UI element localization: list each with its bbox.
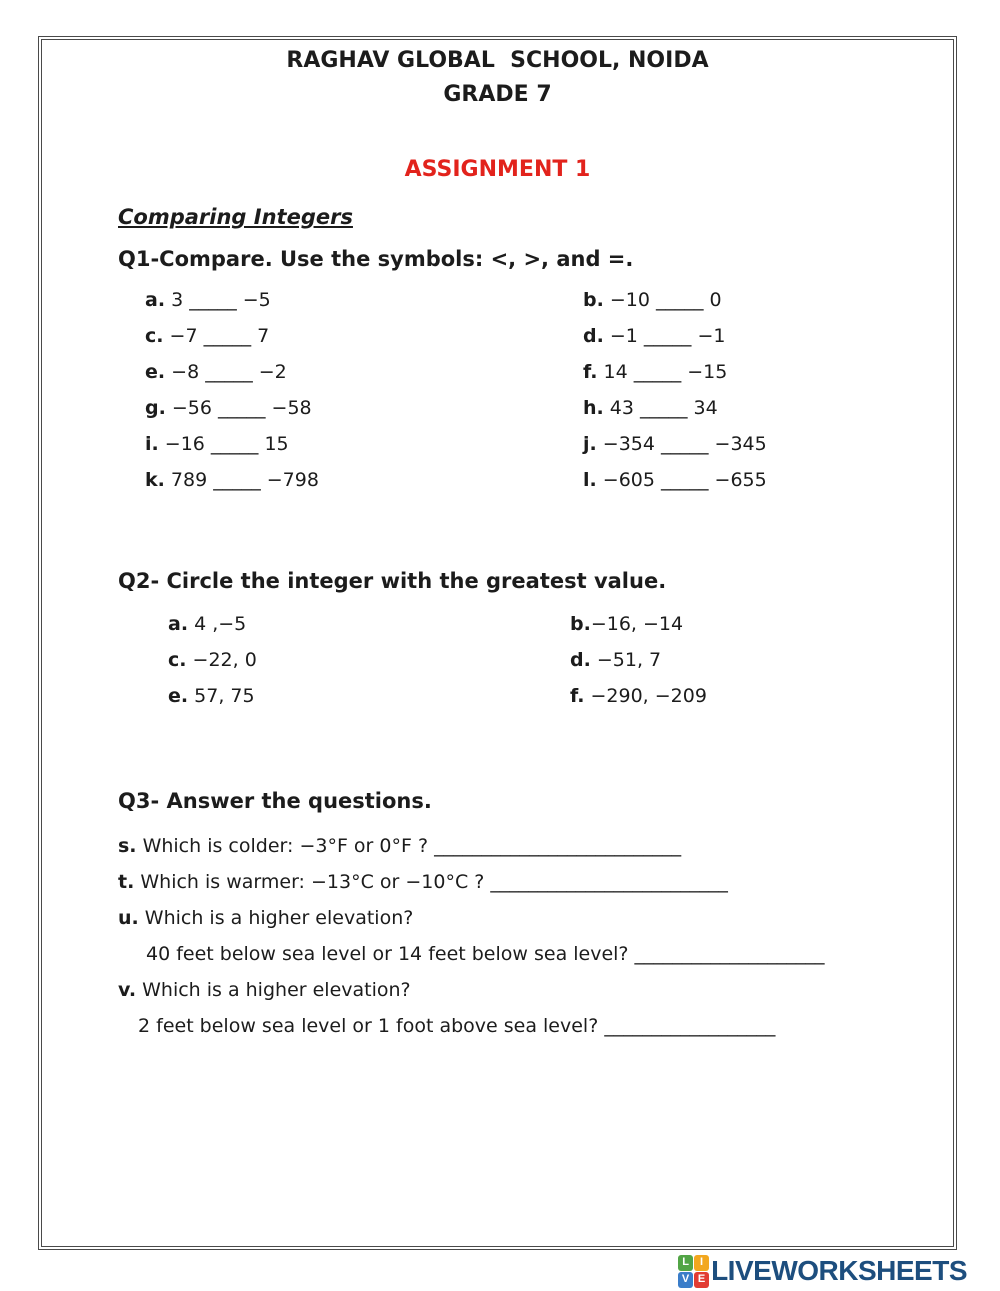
school-name: RAGHAV GLOBAL SCHOOL, NOIDA [286,48,709,73]
q2-item-f [570,678,933,714]
item-text: −605 _____ −655 [602,469,767,491]
q1-item-b [583,282,933,318]
item-label: v. [118,979,137,1001]
q2-items [118,606,933,714]
grade-line: GRADE 7 [443,82,552,107]
logo-tile-l: L [678,1255,693,1271]
item-text: −1 _____ −1 [609,325,726,347]
item-text: −10 _____ 0 [609,289,722,311]
q3-item-s [118,828,933,864]
item-label: a. [145,289,166,311]
item-text: Which is colder: −3°F or 0°F ? __________________________ [142,835,682,857]
q2-item-e [118,678,570,714]
item-label: l. [583,469,597,491]
logo-tile-v: V [678,1272,693,1288]
item-label: d. [570,649,591,671]
item-text: −51, 7 [596,649,662,671]
liveworksheets-logo-icon [678,1255,709,1288]
item-label: c. [145,325,164,347]
liveworksheets-logo [678,1254,967,1288]
item-text: −8 _____ −2 [171,361,287,383]
item-label: k. [145,469,165,491]
item-text: −16 _____ 15 [164,433,289,455]
item-label: b. [570,613,591,635]
q3-item-v-line2: 2 feet below sea level or 1 foot above sea level? __________________ [138,1015,776,1037]
q3-item-v [118,972,933,1008]
item-text: −22, 0 [192,649,257,671]
item-text: −16, −14 [590,613,684,635]
item-text: Which is a higher elevation? [142,979,411,1001]
item-text: 57, 75 [194,685,255,707]
q1-item-l [583,462,933,498]
q3-item-u [118,900,933,936]
q1-item-f [583,354,933,390]
q1-item-e [118,354,583,390]
item-label: b. [583,289,604,311]
q2-item-b [570,606,933,642]
item-text: Which is warmer: −13°C or −10°C ? _________________________ [140,871,728,893]
item-label: c. [168,649,187,671]
q3-item-u-line2: 40 feet below sea level or 14 feet below sea level? ____________________ [146,943,825,965]
item-label: d. [583,325,604,347]
logo-tile-i: I [694,1255,709,1271]
logo-tile-e: E [694,1272,709,1288]
topic-title: Comparing Integers [118,205,353,229]
item-label: g. [145,397,166,419]
q2-item-d [570,642,933,678]
item-text: 43 _____ 34 [609,397,718,419]
q1-item-h [583,390,933,426]
q1-item-i [118,426,583,462]
item-text: −354 _____ −345 [602,433,767,455]
item-label: f. [583,361,598,383]
item-text: 3 _____ −5 [171,289,271,311]
item-label: h. [583,397,604,419]
item-label: i. [145,433,159,455]
item-label: e. [168,685,189,707]
item-text: 14 _____ −15 [603,361,728,383]
q3-item-t [118,864,933,900]
item-label: e. [145,361,166,383]
q3-heading: Q3- Answer the questions. [118,789,432,813]
q1-item-g [118,390,583,426]
liveworksheets-brand-text: LIVEWORKSHEETS [711,1255,967,1286]
q2-item-a [118,606,570,642]
q1-item-c [118,318,583,354]
item-label: u. [118,907,139,929]
item-label: j. [583,433,597,455]
item-text: Which is a higher elevation? [144,907,414,929]
q2-heading: Q2- Circle the integer with the greatest value. [118,569,667,593]
q1-item-k [118,462,583,498]
q1-heading: Q1-Compare. Use the symbols: <, >, and =. [118,247,634,271]
item-label: s. [118,835,137,857]
q1-item-a [118,282,583,318]
item-text: 789 _____ −798 [170,469,319,491]
q1-item-j [583,426,933,462]
worksheet-page [38,36,957,1250]
q1-items [118,282,933,498]
item-text: −290, −209 [590,685,707,707]
q3-items [118,828,933,1044]
item-label: f. [570,685,585,707]
item-text: −7 _____ 7 [169,325,270,347]
item-label: a. [168,613,189,635]
item-text: 4 ,−5 [194,613,247,635]
item-text: −56 _____ −58 [171,397,312,419]
assignment-title: ASSIGNMENT 1 [404,157,591,182]
q1-item-d [583,318,933,354]
q2-item-c [118,642,570,678]
item-label: t. [118,871,135,893]
